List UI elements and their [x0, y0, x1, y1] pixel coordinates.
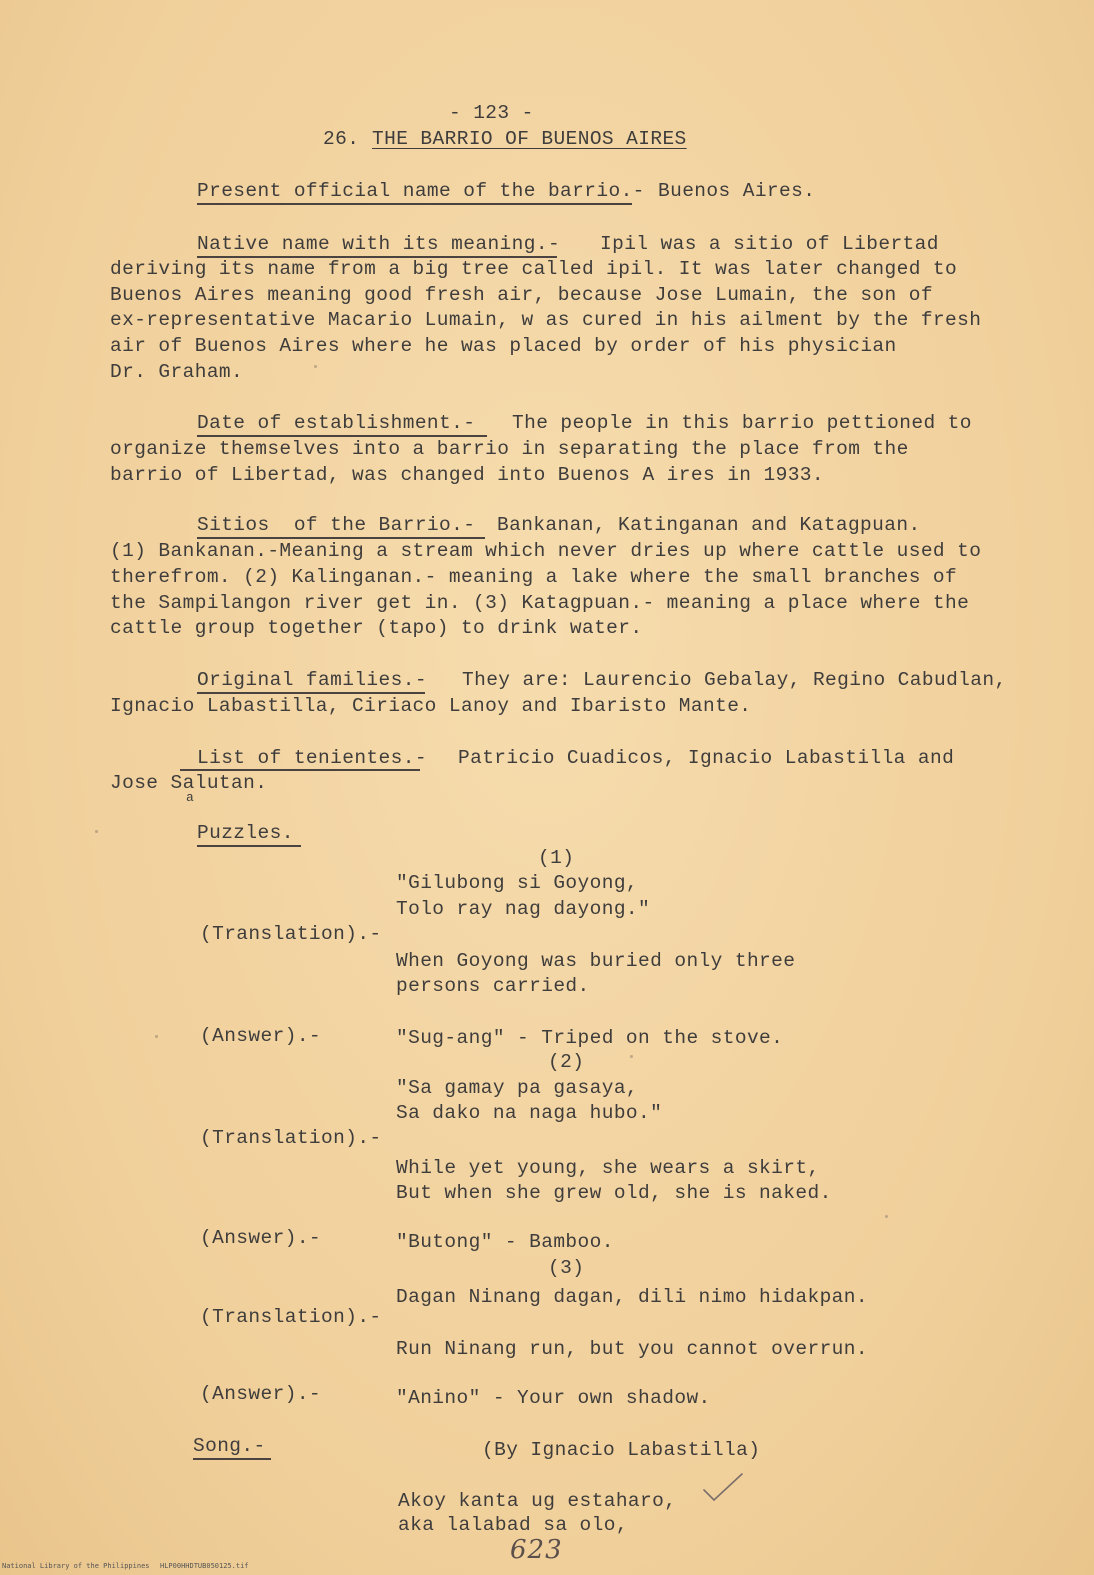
families-line: Ignacio Labastilla, Ciriaco Lanoy and Ibaristo Mante.: [110, 695, 752, 717]
page-title: THE BARRIO OF BUENOS AIRES: [372, 128, 687, 150]
puzzle-answer: "Sug-ang" - Triped on the stove.: [396, 1027, 784, 1049]
handwritten-page-number: 623: [510, 1535, 563, 1565]
establishment-line: organize themselves into a barrio in separating the place from the: [110, 438, 909, 460]
puzzle-answer: "Anino" - Your own shadow.: [396, 1387, 711, 1409]
translation-label: (Translation).-: [200, 1306, 382, 1328]
song-line: aka lalabad sa olo,: [398, 1514, 628, 1536]
sitios-line: (1) Bankanan.-Meaning a stream which never dries up where cattle used to: [110, 540, 982, 562]
establishment-line: The people in this barrio pettioned to: [512, 412, 972, 434]
sitios-line: Bankanan, Katinganan and Katagpuan.: [497, 514, 921, 536]
tenientes-correction: a: [186, 790, 195, 805]
families-label: Original families.-: [197, 669, 427, 691]
speck: [314, 365, 317, 368]
puzzle-riddle-line: "Sa gamay pa gasaya,: [396, 1077, 639, 1099]
speck: [630, 1055, 633, 1058]
puzzle-riddle-line: "Gilubong si Goyong,: [396, 872, 639, 894]
sitios-label: Sitios of the Barrio.-: [197, 514, 476, 536]
native-name-line: Buenos Aires meaning good fresh air, because Jose Lumain, the son of: [110, 284, 933, 306]
native-name-line: Dr. Graham.: [110, 361, 244, 383]
sitios-line: cattle group together (tapo) to drink water.: [110, 617, 643, 639]
puzzle-riddle-line: Tolo ray nag dayong.": [396, 898, 651, 920]
speck: [95, 830, 98, 833]
footer-filename: HLP00HHDTUB050125.tif: [160, 1562, 249, 1570]
establishment-label: Date of establishment.-: [197, 412, 476, 434]
establishment-line: barrio of Libertad, was changed into Buenos A ires in 1933.: [110, 464, 825, 486]
puzzle-number: (2): [548, 1051, 585, 1073]
puzzle-number: (1): [538, 847, 575, 869]
puzzle-translation-line: Run Ninang run, but you cannot overrun.: [396, 1338, 868, 1360]
tenientes-line: Jose Salutan.: [110, 772, 268, 794]
puzzle-translation-line: When Goyong was buried only three: [396, 950, 796, 972]
puzzle-translation-line: While yet young, she wears a skirt,: [396, 1157, 820, 1179]
official-name-underline: [197, 203, 632, 205]
footer-source: National Library of the Philippines: [2, 1562, 150, 1570]
puzzle-riddle-line: Dagan Ninang dagan, dili nimo hidakpan.: [396, 1286, 868, 1308]
section-number: 26.: [323, 128, 360, 150]
translation-label: (Translation).-: [200, 1127, 382, 1149]
speck: [885, 1215, 888, 1218]
puzzle-riddle-line: Sa dako na naga hubo.": [396, 1102, 663, 1124]
tenientes-label: List of tenientes.-: [197, 747, 427, 769]
sitios-line: the Sampilangon river get in. (3) Katagpuan.- meaning a place where the: [110, 592, 970, 614]
speck: [155, 1035, 158, 1038]
page-number: - 123 -: [449, 102, 534, 124]
official-name-label: Present official name of the barrio.-: [197, 180, 645, 202]
song-underline: [193, 1458, 271, 1460]
puzzles-underline: [197, 845, 301, 847]
puzzle-answer: "Butong" - Bamboo.: [396, 1231, 614, 1253]
official-name-value: Buenos Aires.: [658, 180, 816, 202]
answer-label: (Answer).-: [200, 1227, 322, 1249]
answer-label: (Answer).-: [200, 1383, 322, 1405]
puzzle-number: (3): [548, 1257, 585, 1279]
sitios-line: therefrom. (2) Kalinganan.- meaning a lake where the small branches of: [110, 566, 958, 588]
native-name-line: Ipil was a sitio of Libertad: [600, 233, 939, 255]
puzzle-translation-line: persons carried.: [396, 975, 590, 997]
tenientes-line: Patricio Cuadicos, Ignacio Labastilla and: [458, 747, 955, 769]
puzzle-translation-line: But when she grew old, she is naked.: [396, 1182, 832, 1204]
native-name-line: air of Buenos Aires where he was placed by order of his physician: [110, 335, 897, 357]
native-name-line: deriving its name from a big tree called ipil. It was later changed to: [110, 258, 958, 280]
families-line: They are: Laurencio Gebalay, Regino Cabudlan,: [462, 669, 1007, 691]
song-line: Akoy kanta ug estaharo,: [398, 1490, 677, 1512]
native-name-label: Native name with its meaning.-: [197, 233, 561, 255]
puzzles-label: Puzzles.: [197, 822, 294, 844]
song-label: Song.-: [193, 1435, 266, 1457]
song-author: (By Ignacio Labastilla): [482, 1439, 761, 1461]
answer-label: (Answer).-: [200, 1025, 322, 1047]
check-mark-icon: [700, 1470, 746, 1506]
native-name-line: ex-representative Macario Lumain, w as cured in his ailment by the fresh: [110, 309, 982, 331]
translation-label: (Translation).-: [200, 923, 382, 945]
